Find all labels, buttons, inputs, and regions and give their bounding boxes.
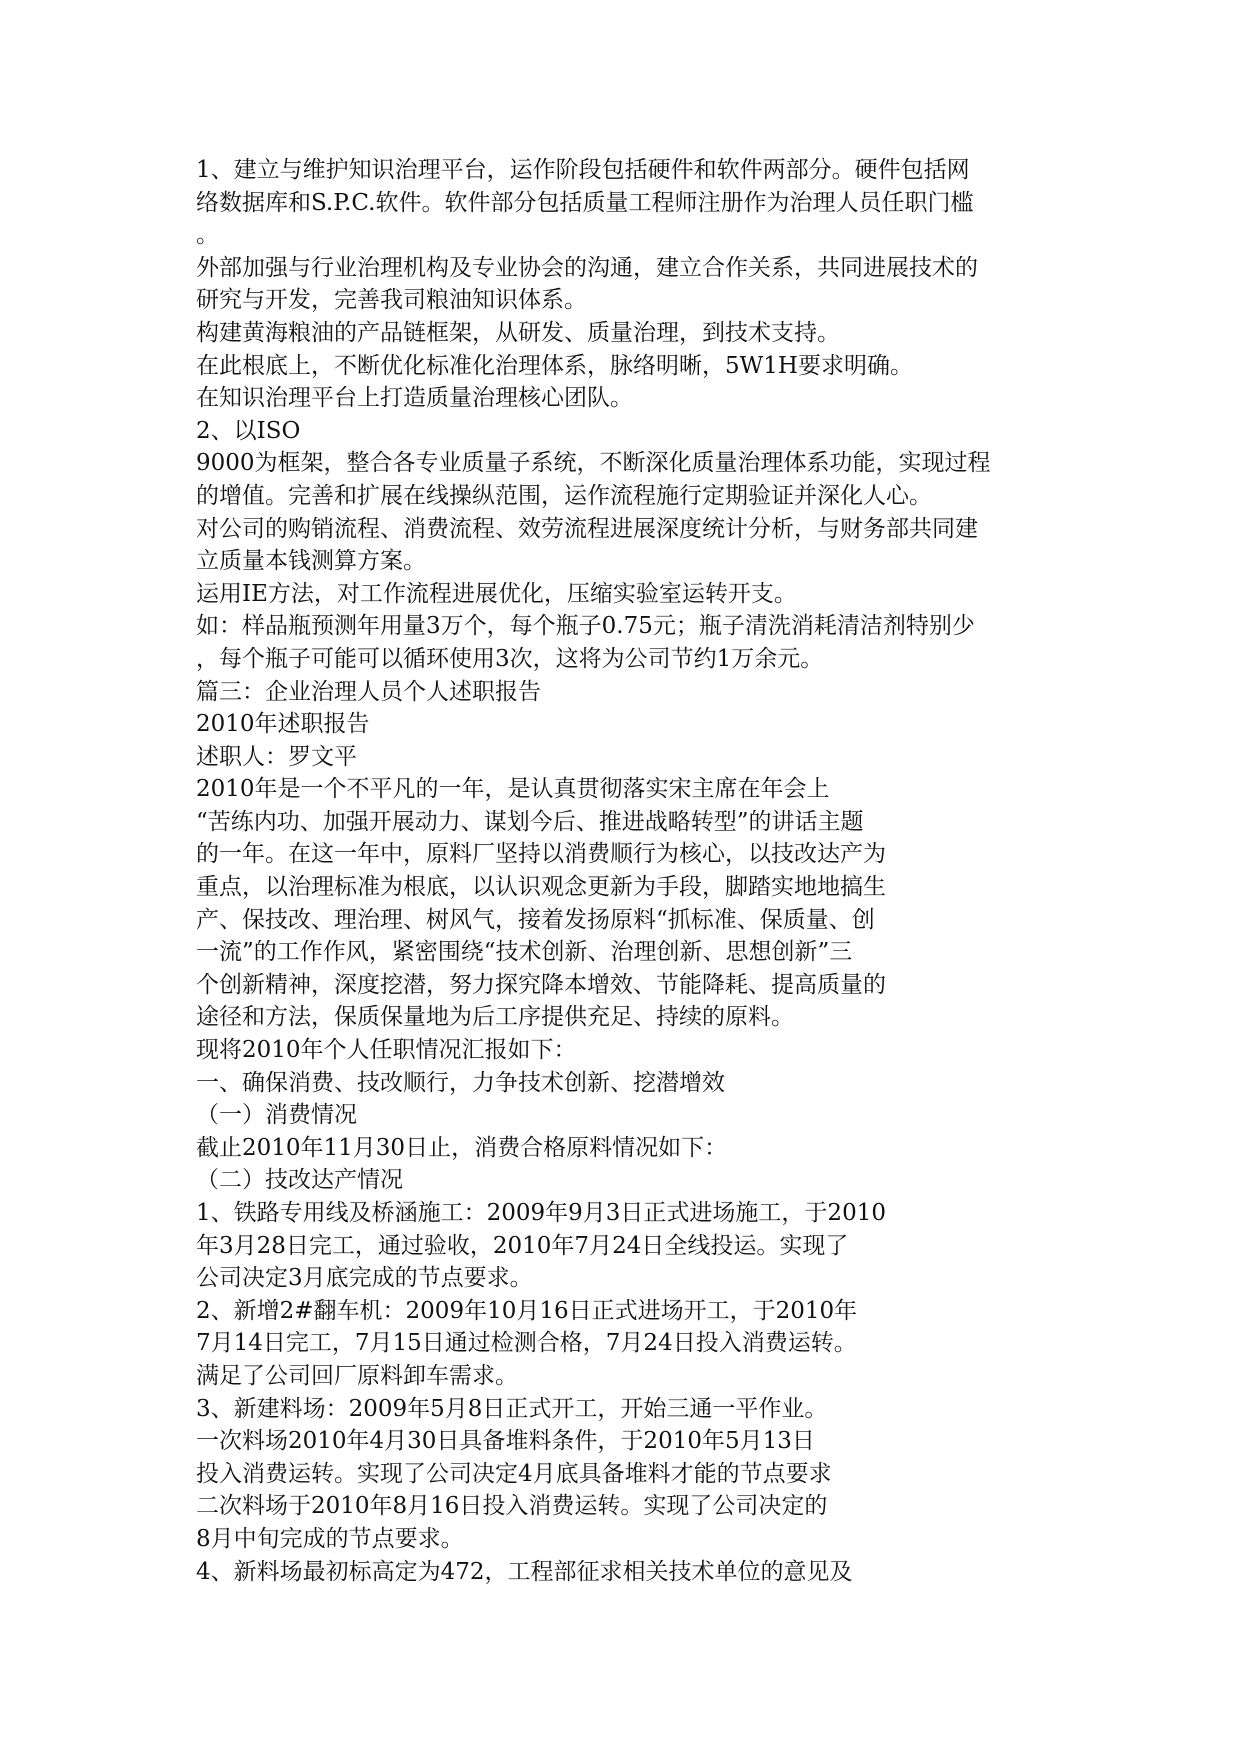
subsection-heading: （一）消费情况 (196, 1102, 357, 1129)
text-line: 7月14日完工，7月15日通过检测合格，7月24日投入消费运转。 (196, 1330, 857, 1357)
text-line: 年3月28日完工，通过验收，2010年7月24日全线投运。实现了 (196, 1232, 849, 1259)
text-line: 外部加强与行业治理机构及专业协会的沟通，建立合作关系，共同进展技术的 (196, 254, 978, 281)
report-author: 述职人：罗文平 (196, 743, 357, 770)
text-line: 9000为框架，整合各专业质量子系统，不断深化质量治理体系功能，实现过程 (196, 450, 991, 477)
text-line: 的增值。完善和扩展在线操纵范围，运作流程施行定期验证并深化人心。 (196, 482, 932, 509)
text-line: 3、新建料场：2009年5月8日正式开工，开始三通一平作业。 (196, 1395, 828, 1422)
text-line: “苦练内功、加强开展动力、谋划今后、推进战略转型”的讲话主题 (196, 808, 864, 835)
text-line: 现将2010年个人任职情况汇报如下： (196, 1037, 577, 1064)
text-line: 8月中旬完成的节点要求。 (196, 1525, 464, 1552)
text-line: 4、新料场最初标高定为472，工程部征求相关技术单位的意见及 (196, 1558, 853, 1585)
text-line: 2、新增2#翻车机：2009年10月16日正式进场开工，于2010年 (196, 1297, 858, 1324)
subsection-heading: （二）技改达产情况 (196, 1167, 403, 1194)
text-line: 2、以ISO (196, 417, 301, 444)
text-line: 公司决定3月底完成的节点要求。 (196, 1265, 533, 1292)
subsection-heading: 一、确保消费、技改顺行，力争技术创新、挖潜增效 (196, 1069, 725, 1096)
text-line: 对公司的购销流程、消费流程、效劳流程进展深度统计分析，与财务部共同建 (196, 515, 978, 542)
text-line: 研究与开发，完善我司粮油知识体系。 (196, 287, 587, 314)
text-line: 产、保技改、理治理、树风气，接着发扬原料“抓标准、保质量、创 (196, 906, 875, 933)
report-title: 2010年述职报告 (196, 711, 370, 738)
text-line: 立质量本钱测算方案。 (196, 548, 426, 575)
text-line: 个创新精神，深度挖潜，努力探究降本增效、节能降耗、提高质量的 (196, 971, 886, 998)
text-line: ，每个瓶子可能可以循环使用3次，这将为公司节约1万余元。 (196, 645, 824, 672)
text-line: 1、铁路专用线及桥涵施工：2009年9月3日正式进场施工，于2010 (196, 1200, 886, 1226)
text-line: 2010年是一个不平凡的一年，是认真贯彻落实宋主席在年会上 (196, 776, 830, 803)
text-line: 的一年。在这一年中，原料厂坚持以消费顺行为核心，以技改达产为 (196, 841, 886, 868)
text-line: 截止2010年11月30日止，消费合格原料情况如下： (196, 1134, 728, 1161)
text-line: 一流”的工作作风，紧密围绕“技术创新、治理创新、思想创新”三 (196, 939, 853, 966)
document-body (196, 154, 1076, 1588)
text-line: 在此根底上，不断优化标准化治理体系，脉络明晰，5W1H要求明确。 (196, 352, 913, 379)
text-line: 途径和方法，保质保量地为后工序提供充足、持续的原料。 (196, 1004, 794, 1031)
text-line: 。 (196, 222, 219, 249)
text-line: 在知识治理平台上打造质量治理核心团队。 (196, 385, 633, 412)
text-line: 构建黄海粮油的产品链框架，从研发、质量治理，到技术支持。 (196, 319, 840, 346)
text-line: 络数据库和S.P.C.软件。软件部分包括质量工程师注册作为治理人员任职门槛 (196, 189, 974, 216)
text-line: 满足了公司回厂原料卸车需求。 (196, 1362, 518, 1389)
text-line: 如：样品瓶预测年用量3万个，每个瓶子0.75元；瓶子清洗消耗清洁剂特别少 (196, 613, 975, 640)
text-line: 二次料场于2010年8月16日投入消费运转。实现了公司决定的 (196, 1493, 828, 1520)
text-line: 一次料场2010年4月30日具备堆料条件，于2010年5月13日 (196, 1428, 815, 1455)
text-line: 1、建立与维护知识治理平台，运作阶段包括硬件和软件两部分。硬件包括网 (196, 157, 970, 183)
section-heading: 篇三：企业治理人员个人述职报告 (196, 678, 541, 705)
text-line: 重点，以治理标准为根底，以认识观念更新为手段，脚踏实地地搞生 (196, 874, 886, 901)
text-line: 投入消费运转。实现了公司决定4月底具备堆料才能的节点要求 (196, 1460, 832, 1487)
text-line: 运用IE方法，对工作流程进展优化，压缩实验室运转开支。 (196, 580, 797, 607)
